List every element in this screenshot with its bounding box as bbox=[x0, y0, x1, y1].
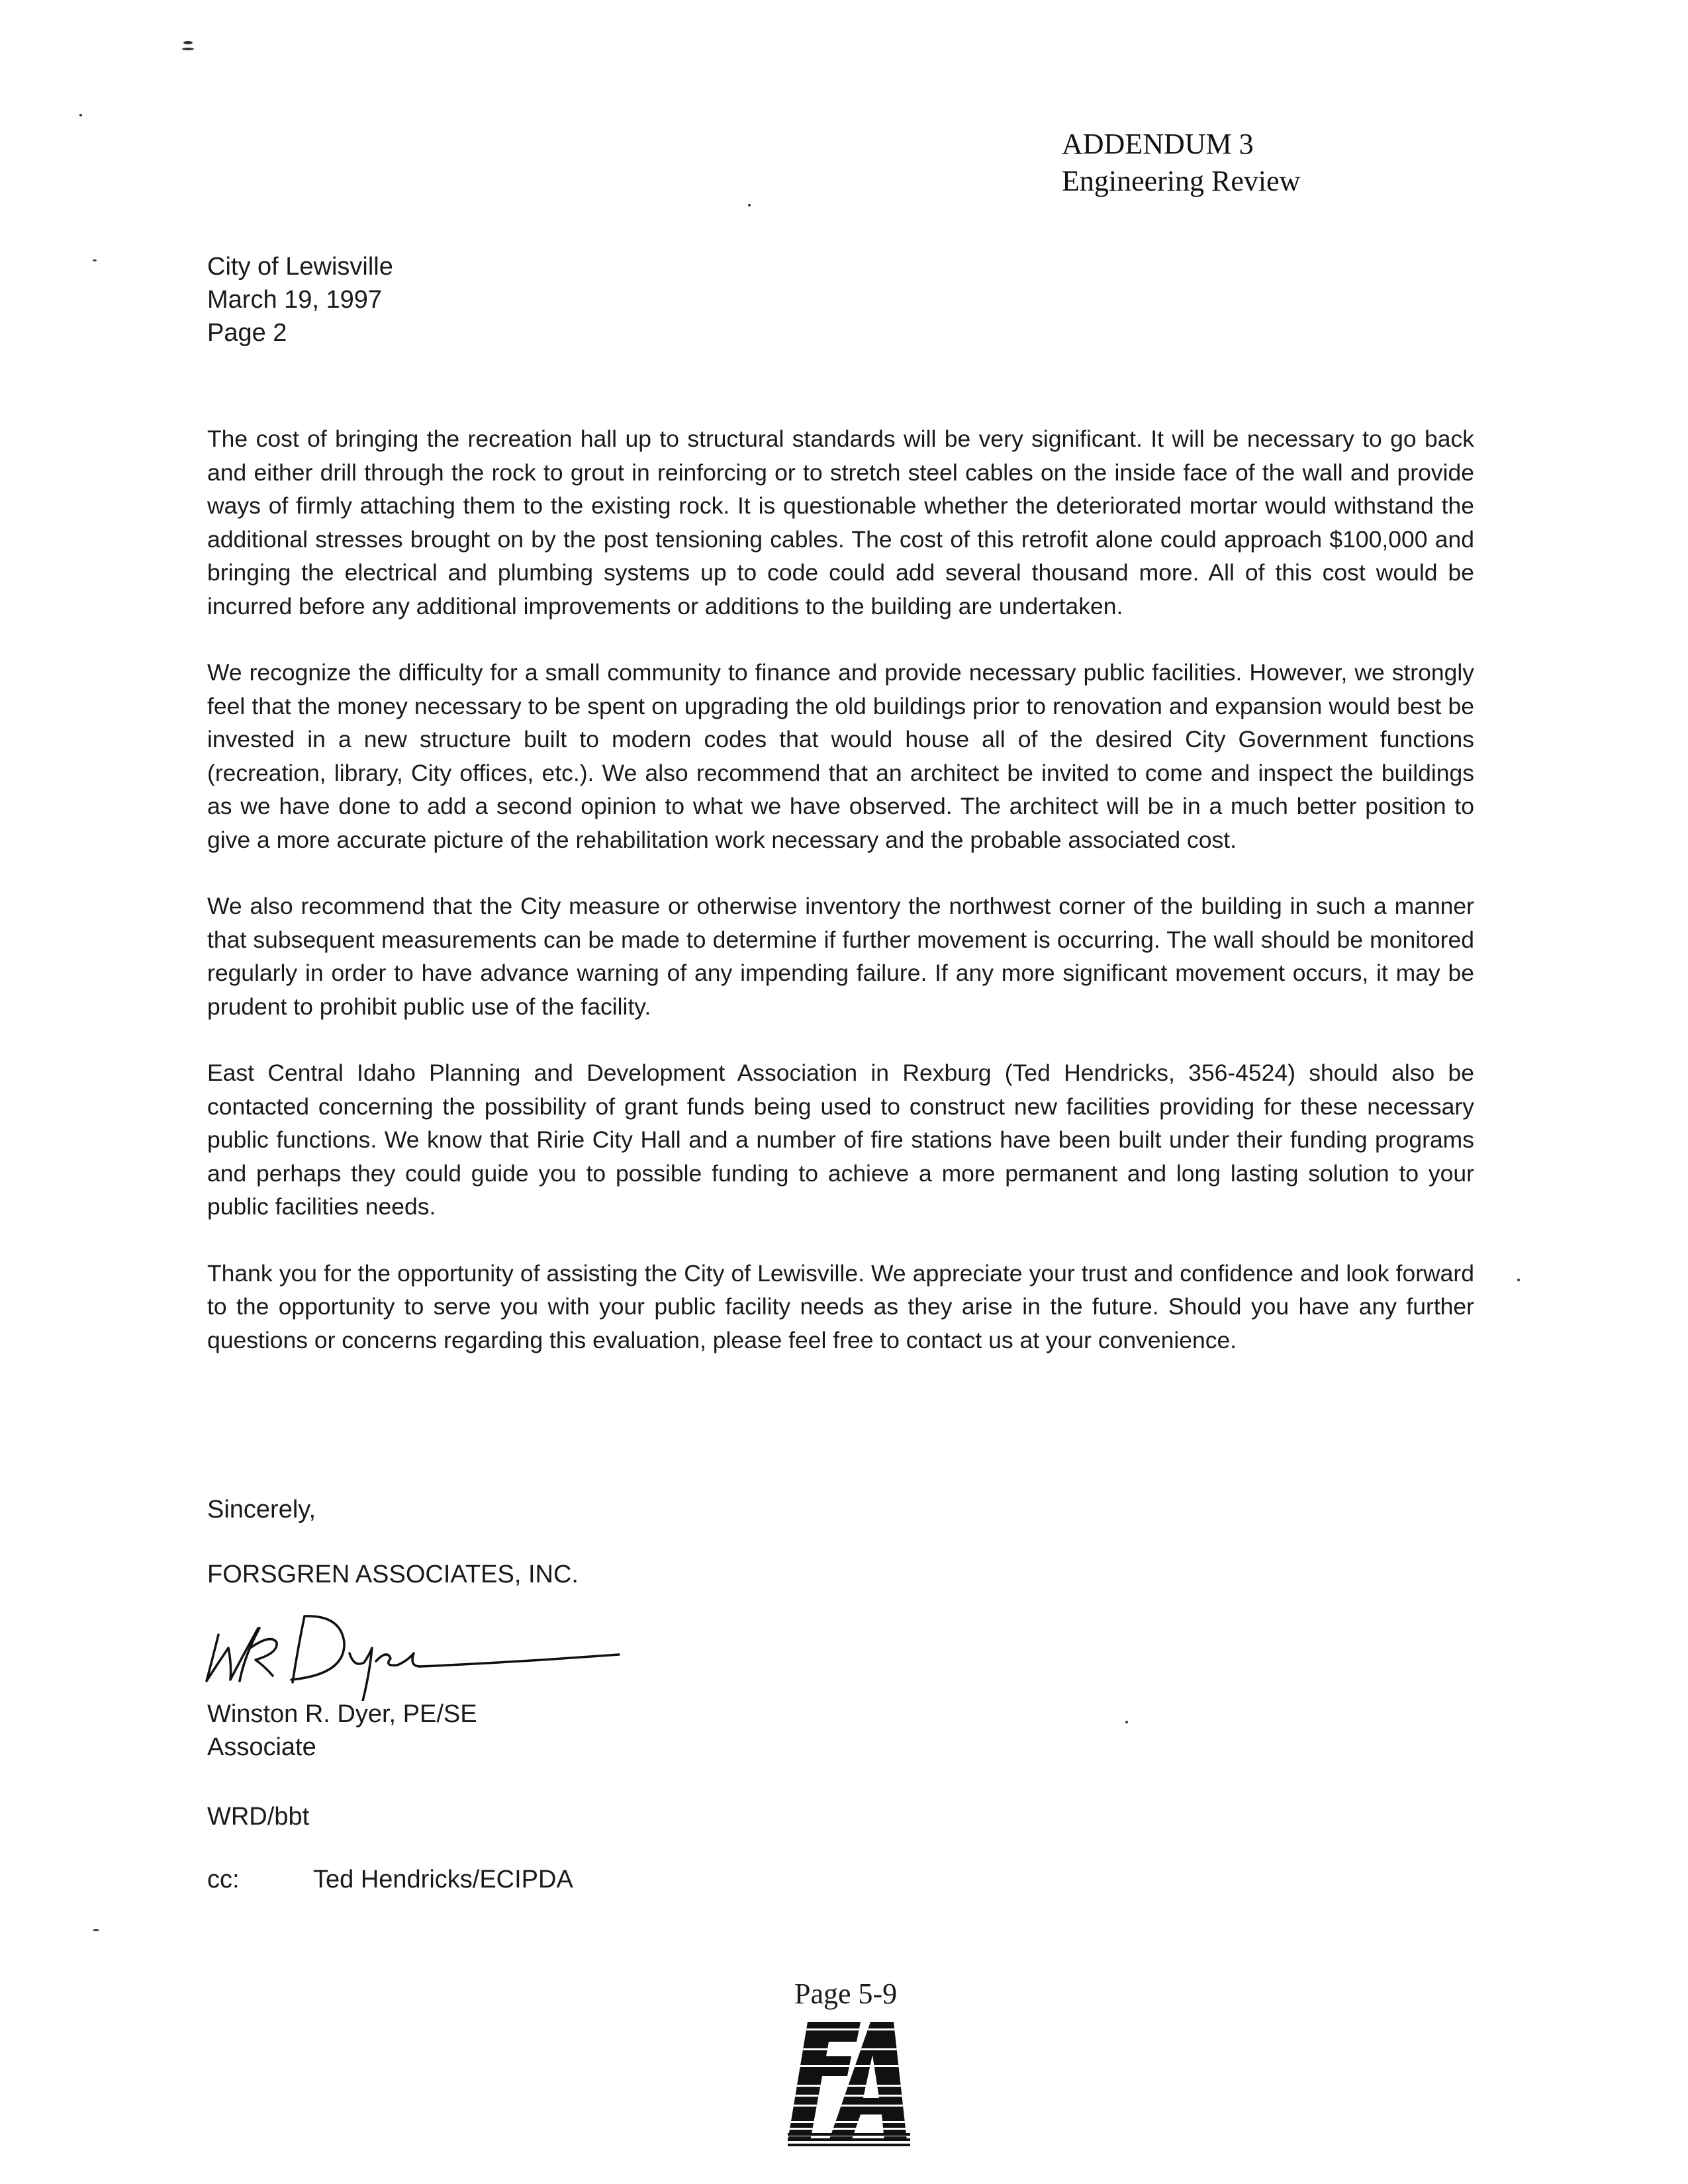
addendum-number: ADDENDUM 3 bbox=[1062, 128, 1254, 160]
letter-page: Page 2 bbox=[207, 319, 287, 347]
forsgren-logo-icon bbox=[788, 2015, 910, 2148]
body-paragraph: We also recommend that the City measure or otherwise inventory the northwest corner of the building in such a manner that subsequent measurements can be made to determine if further movement is occurring. The wall should be monitored regularly in order to have advance warning of any impending failure. If any more significant movement occurs, it may be prudent to prohibit public use of the facility. bbox=[207, 893, 1474, 1020]
cc-line bbox=[207, 1863, 573, 1896]
closing-salutation: Sincerely, bbox=[207, 1496, 316, 1524]
scan-speck bbox=[1517, 1279, 1520, 1281]
scan-speck bbox=[748, 204, 751, 206]
cc-recipient: Ted Hendricks/ECIPDA bbox=[313, 1866, 573, 1893]
cc-label: cc: bbox=[207, 1866, 240, 1893]
scan-speck bbox=[93, 259, 97, 261]
signer-block bbox=[207, 1698, 477, 1764]
body-paragraph: We recognize the difficulty for a small community to finance and provide necessary public facilities. However, we strongly feel that the money necessary to be spent on upgrading the old buildings prior to renovation and expansion would best be invested in a new structure built to modern codes that would house all of the desired City Government functions (recreation, library, City offices, etc.). We also recommend that an architect be invited to come and inspect the buildings as we have done to add a second opinion to what we have observed. The architect will be in a much better position to give a more accurate picture of the rehabilitation work necessary and the probable associated cost. bbox=[207, 659, 1474, 853]
scan-speck bbox=[1125, 1721, 1128, 1723]
scan-speck bbox=[182, 48, 194, 50]
scan-speck bbox=[93, 1929, 99, 1931]
letter-body bbox=[207, 422, 1474, 1390]
scan-speck bbox=[79, 114, 82, 116]
page-number: Page 5-9 bbox=[794, 1978, 898, 2010]
company-name: FORSGREN ASSOCIATES, INC. bbox=[207, 1561, 579, 1588]
body-paragraph: The cost of bringing the recreation hall up to structural standards will be very significant. It will be necessary to go back and either drill through the rock to grout in reinforcing or to stretch steel cables on the inside face of the wall and provide ways of firmly attaching them to the existing rock. It is questionable whether the deteriorated mortar would withstand the additional stresses brought on by the post tensioning cables. The cost of this retrofit alone could approach $100,000 and bringing the electrical and plumbing systems up to code could add several thousand more. All of this cost would be incurred before any additional improvements or additions to the building are undertaken. bbox=[207, 426, 1474, 619]
body-paragraph: Thank you for the opportunity of assisting the City of Lewisville. We appreciate your trust and confidence and look forward to the opportunity to serve you with your public facility needs as they arise in the future. Should you have any further questions or concerns regarding this evaluation, please feel free to contact us at your convenience. bbox=[207, 1259, 1474, 1353]
handwritten-signature bbox=[199, 1602, 622, 1701]
scan-speck bbox=[183, 41, 193, 44]
letter-header bbox=[207, 250, 803, 349]
body-paragraph: East Central Idaho Planning and Development Association in Rexburg (Ted Hendricks, 356-4524) should also be contacted concerning the possibility of grant funds being used to construct new facilities providing for these necessary public functions. We know that Ririe City Hall and a number of fire stations have been built under their funding programs and perhaps they could guide you to possible funding to achieve a more permanent and long lasting solution to your public facilities needs. bbox=[207, 1060, 1474, 1220]
signer-title: Associate bbox=[207, 1733, 316, 1761]
signer-name: Winston R. Dyer, PE/SE bbox=[207, 1700, 477, 1728]
typist-initials: WRD/bbt bbox=[207, 1803, 310, 1831]
addendum-subtitle: Engineering Review bbox=[1062, 165, 1301, 197]
recipient-line: City of Lewisville bbox=[207, 253, 393, 281]
letter-date: March 19, 1997 bbox=[207, 286, 383, 314]
addendum-heading bbox=[1062, 126, 1525, 200]
